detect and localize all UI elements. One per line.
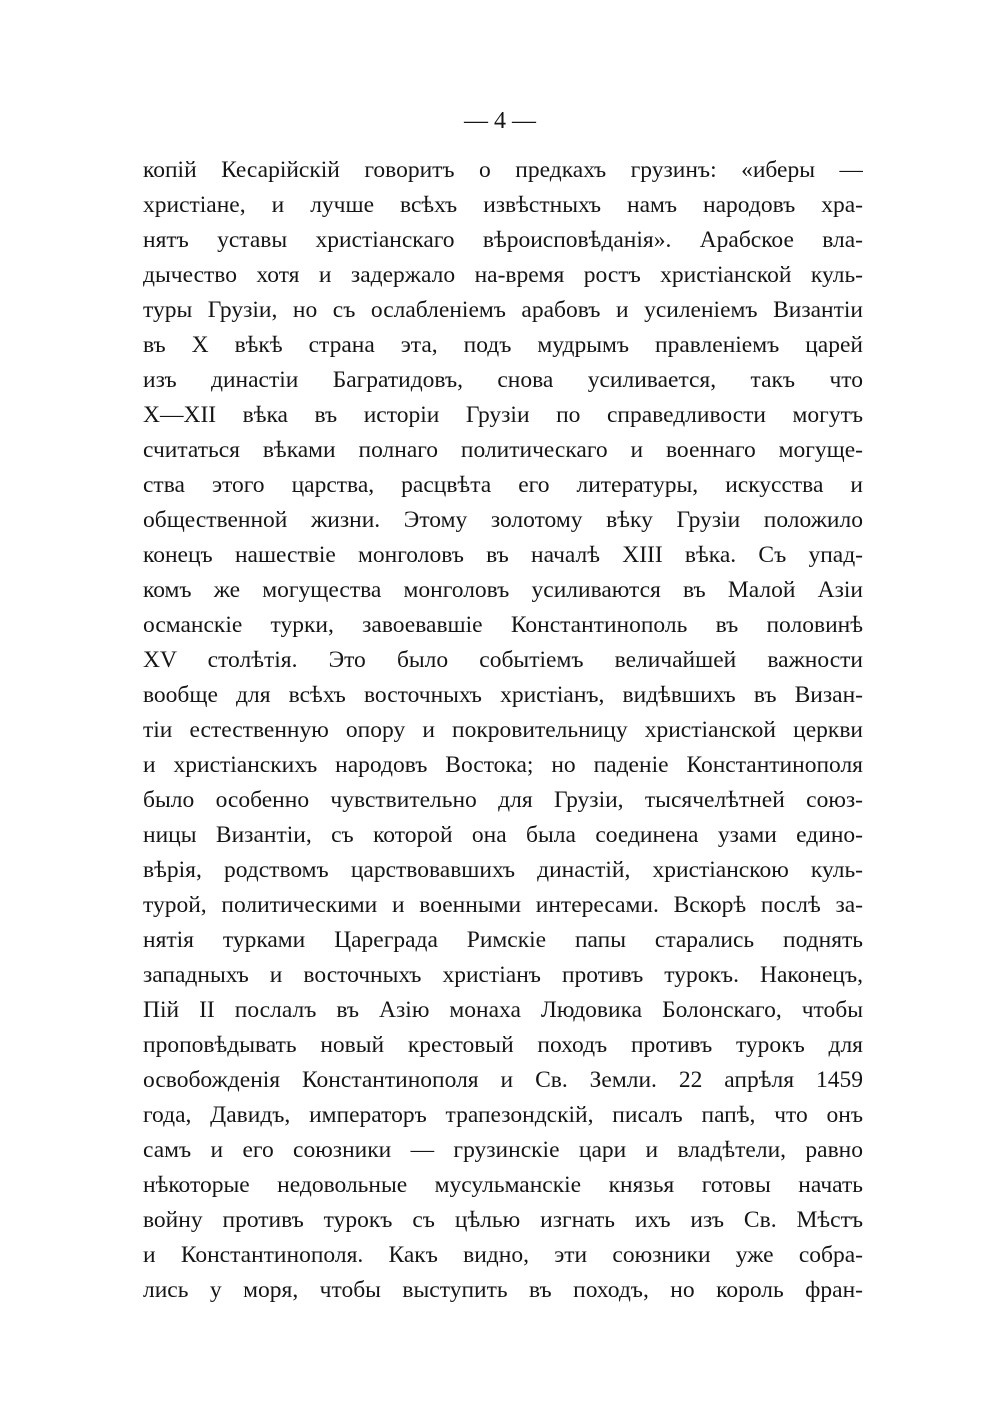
text-line: X—XII вѣка въ исторіи Грузіи по справедливости могутъ [143, 402, 863, 428]
text-line: лись у моря, чтобы выступить въ походъ, но король фран- [143, 1277, 863, 1303]
text-line: и христіанскихъ народовъ Востока; но паденіе Константинополя [143, 752, 863, 778]
text-line: туры Грузіи, но съ ослабленіемъ арабовъ и усиленіемъ Византіи [143, 297, 863, 323]
text-line: копій Кесарійскій говоритъ о предкахъ грузинъ: «иберы — [143, 157, 863, 183]
text-line: дычество хотя и задержало на-время ростъ христіанской куль- [143, 262, 863, 288]
text-line: тіи естественную опору и покровительницу христіанской церкви [143, 717, 863, 743]
text-line: нятъ уставы христіанскаго вѣроисповѣданія». Арабское вла- [143, 227, 863, 253]
text-line: проповѣдывать новый крестовый походъ противъ турокъ для [143, 1032, 863, 1058]
text-line: ницы Византіи, съ которой она была соединена узами едино- [143, 822, 863, 848]
text-line: Пій II послалъ въ Азію монаха Людовика Болонскаго, чтобы [143, 997, 863, 1023]
text-line: самъ и его союзники — грузинскіе цари и владѣтели, равно [143, 1137, 863, 1163]
text-line: христіане, и лучше всѣхъ извѣстныхъ намъ народовъ хра- [143, 192, 863, 218]
text-line: западныхъ и восточныхъ христіанъ противъ турокъ. Наконецъ, [143, 962, 863, 988]
text-line: ства этого царства, расцвѣта его литературы, искусства и [143, 472, 863, 498]
text-line: войну противъ турокъ съ цѣлью изгнать ихъ изъ Св. Мѣстъ [143, 1207, 863, 1233]
text-line: вообще для всѣхъ восточныхъ христіанъ, видѣвшихъ въ Визан- [143, 682, 863, 708]
text-line: и Константинополя. Какъ видно, эти союзники уже собра- [143, 1242, 863, 1268]
body-text [143, 153, 863, 1308]
text-line: нѣкоторые недовольные мусульманскіе князья готовы начать [143, 1172, 863, 1198]
text-line: османскіе турки, завоевавшіе Константинополь въ половинѣ [143, 612, 863, 638]
text-line: турой, политическими и военными интересами. Вскорѣ послѣ за- [143, 892, 863, 918]
text-line: было особенно чувствительно для Грузіи, тысячелѣтней союз- [143, 787, 863, 813]
text-line: комъ же могущества монголовъ усиливаются въ Малой Азіи [143, 577, 863, 603]
text-line: нятія турками Цареграда Римскіе папы старались поднять [143, 927, 863, 953]
text-line: общественной жизни. Этому золотому вѣку Грузіи положило [143, 507, 863, 533]
text-line: въ X вѣкѣ страна эта, подъ мудрымъ правленіемъ царей [143, 332, 863, 358]
text-line: изъ династіи Багратидовъ, снова усиливается, такъ что [143, 367, 863, 393]
text-line: считаться вѣками полнаго политическаго и военнаго могуще- [143, 437, 863, 463]
page-number: — 4 — [464, 108, 536, 134]
text-line: XV столѣтія. Это было событіемъ величайшей важности [143, 647, 863, 673]
text-line: освобожденія Константинополя и Св. Земли. 22 апрѣля 1459 [143, 1067, 863, 1093]
text-line: года, Давидъ, императоръ трапезондскій, писалъ папѣ, что онъ [143, 1102, 863, 1128]
text-line: конецъ нашествіе монголовъ въ началѣ XIII вѣка. Съ упад- [143, 542, 863, 568]
text-line: вѣрія, родствомъ царствовавшихъ династій, христіанскою куль- [143, 857, 863, 883]
